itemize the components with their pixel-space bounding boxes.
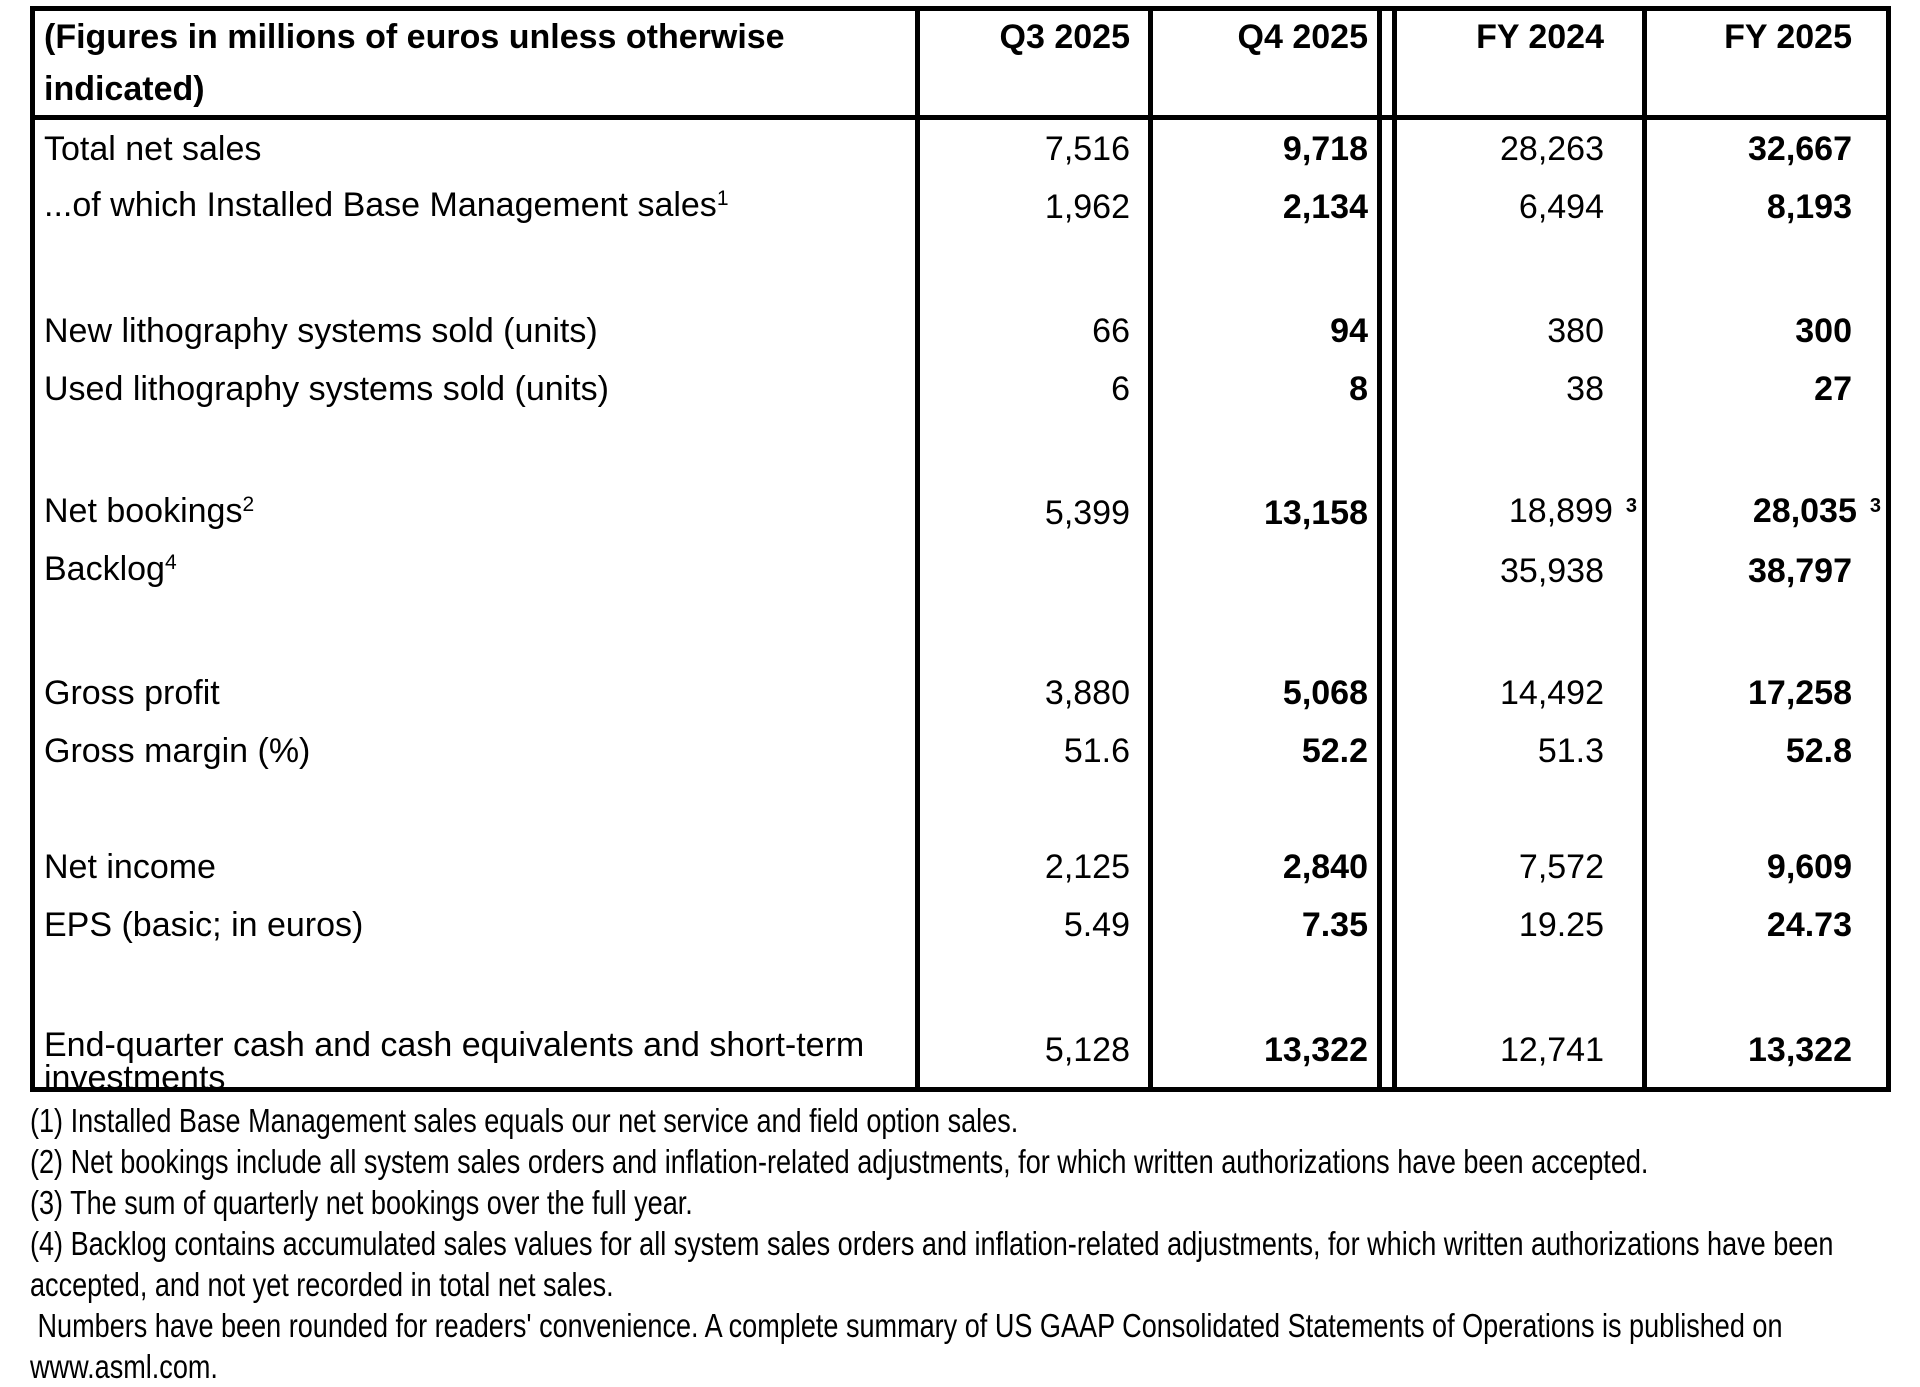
- cell-fy-2025: 17,258: [1748, 674, 1852, 712]
- column-divider-gap: [1382, 178, 1397, 236]
- footnote-marker: 3: [1869, 494, 1881, 517]
- cell-fy-2025: 13,322: [1748, 1030, 1852, 1069]
- cell-fy-2025: 27: [1814, 370, 1852, 408]
- table-row: [35, 896, 1886, 954]
- footnote-marker: 3: [1625, 494, 1637, 517]
- cell-fy-2024: 35,938: [1397, 542, 1647, 600]
- row-label: ...of which Installed Base Management sales$^1$: [35, 178, 920, 236]
- cell-q3-2025: 5,399: [920, 484, 1153, 542]
- cell-fy-2024: 380: [1397, 302, 1647, 360]
- column-divider-gap: [1382, 360, 1397, 418]
- footnote-line: (4) Backlog contains accumulated sales values for all system sales orders and inflation-related adjustments, for which written authorizations have been: [30, 1225, 1834, 1262]
- row-label: New lithography systems sold (units): [35, 302, 920, 360]
- col-header-fy-2025: FY 2025: [1647, 11, 1886, 120]
- cell-q4-2025: 94: [1153, 302, 1382, 360]
- row-label: Used lithography systems sold (units): [35, 360, 920, 418]
- table-caption: (Figures in millions of euros unless otherwise indicated): [35, 11, 920, 120]
- cell-fy-2024: 7,572: [1397, 838, 1647, 896]
- footnote-line: (1) Installed Base Management sales equals our net service and field option sales.: [30, 1102, 1019, 1139]
- cell-q3-2025: 1,962: [920, 178, 1153, 236]
- cell-q3-2025: 66: [920, 302, 1153, 360]
- row-label: Gross profit: [35, 664, 920, 722]
- cell-fy-2025: 28,035 $^3$: [1752, 491, 1881, 530]
- footnote-line: Numbers have been rounded for readers' convenience. A complete summary of US GAAP Consolidated Statements of Operations is published on: [30, 1307, 1783, 1344]
- column-divider-gap: [1382, 1012, 1397, 1087]
- table-row: [35, 542, 1886, 600]
- cell-fy-2024: 51.3: [1397, 722, 1647, 780]
- spacer-row: [35, 780, 1886, 838]
- footnote-line: (2) Net bookings include all system sales orders and inflation-related adjustments, for which written authorizations have been accepted.: [30, 1143, 1649, 1180]
- cell-q4-2025: [1153, 542, 1382, 600]
- cell-q4-2025: 5,068: [1153, 664, 1382, 722]
- cell-q4-2025: 8: [1153, 360, 1382, 418]
- row-label: Gross margin (%): [35, 722, 920, 780]
- table-row: [35, 664, 1886, 722]
- row-label: Net bookings$^2$: [35, 484, 920, 542]
- column-divider-gap: [1382, 302, 1397, 360]
- col-header-q3-2025: Q3 2025: [920, 11, 1153, 120]
- table-header-row: [35, 11, 1886, 120]
- row-label: Total net sales: [35, 120, 920, 178]
- cell-q4-2025: 13,322: [1153, 1012, 1382, 1087]
- cell-q3-2025: 5,128: [920, 1012, 1153, 1087]
- column-divider-gap: [1382, 484, 1397, 542]
- footnote-marker: 1: [716, 186, 729, 210]
- spacer-row: [35, 600, 1886, 664]
- cell-fy-2025: 38,797: [1748, 552, 1852, 590]
- cell-q3-2025: 7,516: [920, 120, 1153, 178]
- footnote-marker: 2: [242, 492, 255, 516]
- cell-fy-2025: 9,609: [1766, 848, 1852, 886]
- cell-q4-2025: 13,158: [1153, 484, 1382, 542]
- spacer-row: [35, 236, 1886, 302]
- spacer-row: [35, 954, 1886, 1012]
- cell-fy-2024: 6,494: [1397, 178, 1647, 236]
- col-header-q4-2025: Q4 2025: [1153, 11, 1382, 120]
- cell-fy-2024: 19.25: [1397, 896, 1647, 954]
- financial-results-table: [30, 6, 1891, 1097]
- cell-q3-2025: 6: [920, 360, 1153, 418]
- results-table: [35, 11, 1886, 1097]
- column-divider-gap: [1382, 664, 1397, 722]
- cell-fy-2024: 12,741: [1397, 1012, 1647, 1087]
- cell-q3-2025: 2,125: [920, 838, 1153, 896]
- cell-fy-2024: 38: [1397, 360, 1647, 418]
- footnote-line: (3) The sum of quarterly net bookings over the full year.: [30, 1184, 693, 1221]
- table-row: [35, 360, 1886, 418]
- column-divider-gap: [1382, 838, 1397, 896]
- cell-q4-2025: 9,718: [1153, 120, 1382, 178]
- cell-fy-2024: 18,899 $^3$: [1397, 484, 1647, 542]
- cell-q4-2025: 7.35: [1153, 896, 1382, 954]
- cell-fy-2024: 14,492: [1397, 664, 1647, 722]
- table-row: [35, 1012, 1886, 1087]
- cell-fy-2025: 32,667: [1748, 130, 1852, 168]
- table-row: [35, 484, 1886, 542]
- row-label: End-quarter cash and cash equivalents and short-term investments: [35, 1012, 920, 1087]
- column-divider-gap: [1382, 120, 1397, 178]
- cell-fy-2025: 300: [1795, 312, 1852, 350]
- table-row: [35, 838, 1886, 896]
- table-row: [35, 302, 1886, 360]
- table-row: [35, 120, 1886, 178]
- spacer-row: [35, 418, 1886, 484]
- row-label: EPS (basic; in euros): [35, 896, 920, 954]
- footnote-marker: 4: [164, 550, 177, 574]
- table-row: [35, 722, 1886, 780]
- cell-fy-2025: 24.73: [1766, 906, 1852, 944]
- row-label: Backlog$^4$: [35, 542, 920, 600]
- column-divider-gap: [1382, 896, 1397, 954]
- column-divider-gap: [1382, 11, 1397, 120]
- cell-fy-2025: 52.8: [1785, 732, 1852, 770]
- cell-q3-2025: 5.49: [920, 896, 1153, 954]
- cell-fy-2025: 8,193: [1766, 188, 1852, 226]
- footnote-line: accepted, and not yet recorded in total net sales.: [30, 1266, 614, 1303]
- col-header-fy-2024: FY 2024: [1397, 11, 1647, 120]
- cell-q4-2025: 52.2: [1153, 722, 1382, 780]
- cell-q4-2025: 2,134: [1153, 178, 1382, 236]
- cell-q3-2025: [920, 542, 1153, 600]
- table-row: [35, 178, 1886, 236]
- footnote-line: www.asml.com.: [30, 1348, 218, 1385]
- column-divider-gap: [1382, 722, 1397, 780]
- cell-q3-2025: 3,880: [920, 664, 1153, 722]
- cell-q4-2025: 2,840: [1153, 838, 1382, 896]
- row-label: Net income: [35, 838, 920, 896]
- cell-fy-2024: 28,263: [1397, 120, 1647, 178]
- column-divider-gap: [1382, 542, 1397, 600]
- footnotes: [30, 1100, 1920, 1387]
- cell-q3-2025: 51.6: [920, 722, 1153, 780]
